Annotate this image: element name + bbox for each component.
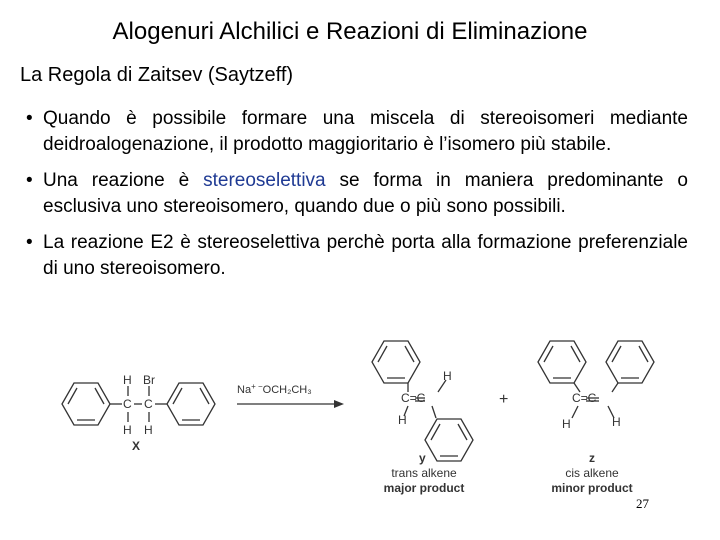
atom-label: H (562, 417, 571, 431)
compound-label: y (419, 451, 426, 465)
reaction-arrow-icon (237, 400, 344, 408)
bullet-item (26, 230, 688, 282)
bullet-dot: • (26, 232, 33, 253)
benzene-ring-icon (167, 383, 215, 425)
atom-label: H (612, 415, 621, 429)
product-type: major product (383, 481, 465, 495)
benzene-ring-icon (425, 419, 473, 461)
product-description: trans alkene (391, 466, 457, 480)
benzene-ring-icon (606, 341, 654, 383)
bullet-text: La reazione E2 è stereoselettiva perchè porta alla formazione preferenziale di uno stereoisomero. (43, 232, 688, 279)
reaction-scheme (52, 332, 692, 522)
product-cis (538, 341, 654, 418)
atom-label: C (123, 397, 132, 411)
bullet-list (26, 106, 688, 292)
atom-label: Br (143, 373, 155, 387)
bullet-item (26, 106, 688, 158)
reagent-na: Na+ −OCH₂CH₃ (237, 382, 312, 396)
compound-label: X (132, 439, 141, 453)
reactant-x (62, 383, 215, 425)
slide-title: Alogenuri Alchilici e Reazioni di Eliminazione (112, 18, 588, 45)
atom-label: H (144, 423, 153, 437)
product-description: cis alkene (565, 466, 619, 480)
bullet-text: Una reazione è (43, 170, 204, 191)
bullet-text: Quando è possibile formare una miscela di stereoisomeri mediante deidroalogenazione, il prodotto maggioritario è l’isomero più stabile. (43, 108, 688, 155)
benzene-ring-icon (372, 341, 420, 383)
bullet-dot: • (26, 108, 33, 129)
atom-label: H (123, 373, 132, 387)
compound-label: z (589, 451, 595, 465)
bullet-dot: • (26, 170, 33, 191)
atom-label: H (398, 413, 407, 427)
atom-label: C=C (401, 391, 426, 405)
highlighted-term: stereoselettiva (203, 170, 326, 191)
benzene-ring-icon (62, 383, 110, 425)
bullet-text: se forma in maniera predominante o esclusiva uno stereoisomero, quando due o più sono possibili. (43, 170, 688, 217)
benzene-ring-icon (538, 341, 586, 383)
atom-label: H (443, 369, 452, 383)
slide-subtitle: La Regola di Zaitsev (Saytzeff) (20, 64, 294, 86)
product-type: minor product (551, 481, 633, 495)
atom-label: H (123, 423, 132, 437)
plus-sign: + (499, 391, 509, 408)
atom-label: C=C (572, 391, 597, 405)
bullet-item (26, 168, 688, 220)
page-number: 27 (636, 496, 649, 511)
atom-label: C (144, 397, 153, 411)
